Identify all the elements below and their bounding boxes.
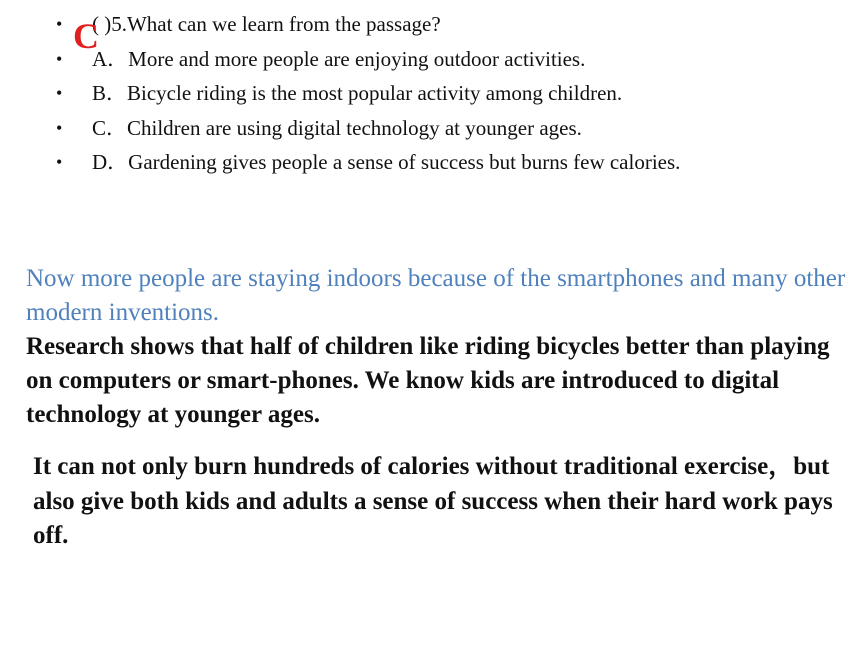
option-a-text: A．More and more people are enjoying outdoor activities. xyxy=(92,46,586,71)
bullet-icon: • xyxy=(56,117,63,138)
question-stem-item xyxy=(56,10,836,45)
option-d-text: D．Gardening gives people a sense of success but burns few calories. xyxy=(92,150,681,174)
option-item-d xyxy=(56,148,836,183)
passage-blue-text: Now more people are staying indoors because of the smartphones and many other modern inventions. xyxy=(26,265,846,326)
passage-bold-text-2: It can not only burn hundreds of calories without traditional exercise，but also give both kids and adults a sense of success when their hard work pays off. xyxy=(33,453,833,549)
bullet-icon: • xyxy=(56,14,63,34)
question-list xyxy=(56,10,836,183)
option-item-b xyxy=(56,79,836,114)
bullet-icon: • xyxy=(56,48,63,69)
question-stem: ( )5.What can we learn from the passage? xyxy=(92,12,441,36)
bullet-icon: • xyxy=(56,152,63,172)
option-item-c xyxy=(56,114,836,149)
answer-letter: C xyxy=(73,16,99,56)
option-item-a xyxy=(56,45,836,80)
passage-bold-text-1: Research shows that half of children like riding bicycles better than playing on computers or smart-phones. We know kids are introduced to digital technology at younger ages. xyxy=(26,333,830,428)
bullet-icon: • xyxy=(56,83,63,103)
option-c-text: C．Children are using digital technology at younger ages. xyxy=(92,115,582,140)
option-b-text: B．Bicycle riding is the most popular activity among children. xyxy=(92,81,623,105)
